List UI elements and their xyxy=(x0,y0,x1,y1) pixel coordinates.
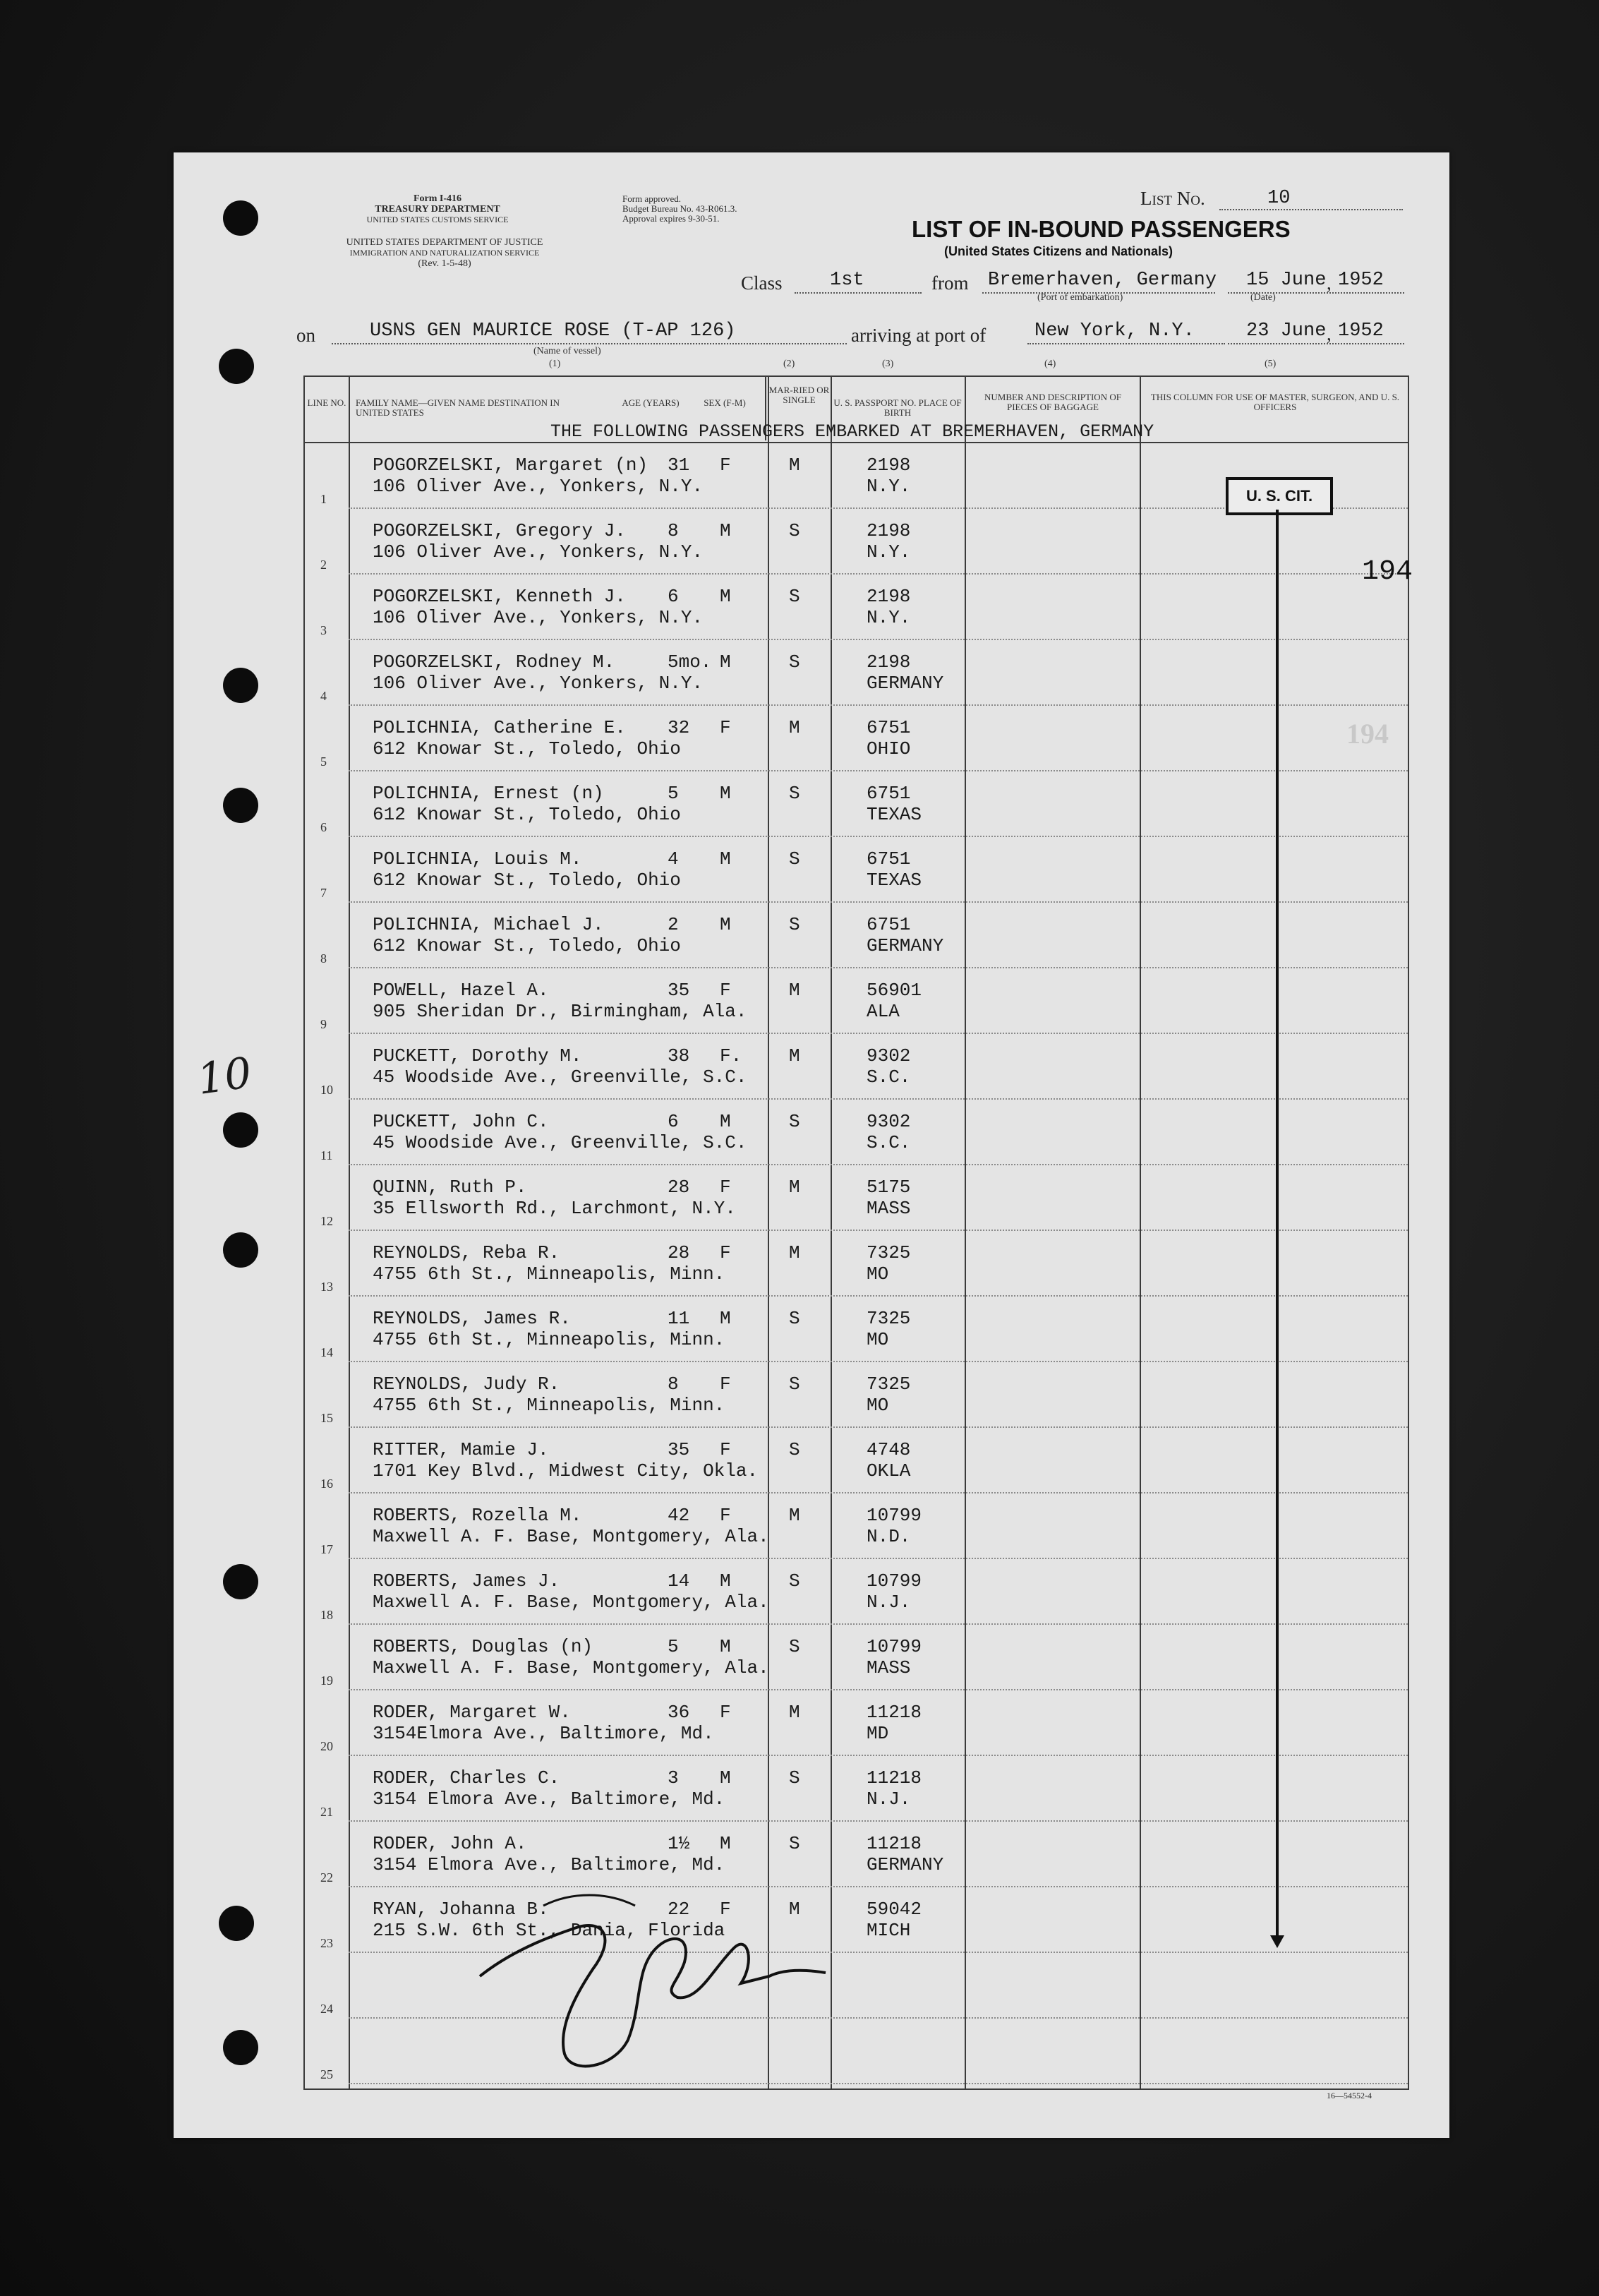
row-line-number: 19 xyxy=(320,1673,333,1688)
passenger-sex: M xyxy=(720,1111,731,1132)
passenger-sex: F xyxy=(720,1374,731,1395)
passenger-name: POGORZELSKI, Rodney M. xyxy=(373,651,615,673)
passenger-destination: 4755 6th St., Minneapolis, Minn. xyxy=(373,1395,725,1416)
row-divider xyxy=(349,1492,1408,1493)
passenger-name: RODER, John A. xyxy=(373,1833,527,1854)
passenger-destination: 4755 6th St., Minneapolis, Minn. xyxy=(373,1263,725,1285)
on-label: on xyxy=(296,325,315,346)
passenger-sex: M xyxy=(720,1308,731,1329)
class-value: 1st xyxy=(830,270,864,291)
passenger-age: 14 xyxy=(668,1570,690,1592)
from-caption: (Port of embarkation) xyxy=(1037,292,1123,303)
passport-number: 56901 xyxy=(867,980,922,1001)
passenger-marital-status: M xyxy=(789,1177,800,1198)
arriving-label: arriving at port of xyxy=(851,325,986,346)
row-divider xyxy=(349,1558,1408,1559)
passenger-sex: M xyxy=(720,914,731,935)
punch-hole xyxy=(223,200,258,236)
passenger-age: 38 xyxy=(668,1045,690,1066)
list-no-underline xyxy=(1219,209,1403,210)
passenger-age: 32 xyxy=(668,717,690,738)
th-officers: THIS COLUMN FOR USE OF MASTER, SURGEON, AND U. S. OFFICERS xyxy=(1150,392,1400,412)
passenger-age: 5 xyxy=(668,783,679,804)
form-subtitle: (United States Citizens and Nationals) xyxy=(944,244,1173,258)
punch-hole xyxy=(223,1112,258,1148)
place-of-birth: GERMANY xyxy=(867,673,944,694)
passenger-age: 35 xyxy=(668,980,690,1001)
passenger-marital-status: S xyxy=(789,586,800,607)
passport-number: 5175 xyxy=(867,1177,911,1198)
date-from-year: 1952 xyxy=(1338,270,1384,291)
passenger-marital-status: M xyxy=(789,1242,800,1263)
passenger-name: PUCKETT, Dorothy M. xyxy=(373,1045,582,1066)
place-of-birth: OHIO xyxy=(867,738,911,759)
passenger-name: ROBERTS, Douglas (n) xyxy=(373,1636,593,1657)
form-title: LIST OF IN-BOUND PASSENGERS xyxy=(912,216,1291,242)
passenger-sex: F xyxy=(720,1899,731,1920)
place-of-birth: N.D. xyxy=(867,1526,911,1547)
passenger-sex: F xyxy=(720,980,731,1001)
passenger-sex: M xyxy=(720,520,731,541)
vessel-underline xyxy=(332,343,847,344)
th-name: FAMILY NAME—GIVEN NAME DESTINATION IN UNITED STATES xyxy=(356,397,560,418)
col-divider xyxy=(831,377,832,2088)
from-label: from xyxy=(931,272,969,294)
passenger-destination: 612 Knowar St., Toledo, Ohio xyxy=(373,870,681,891)
row-divider xyxy=(349,1426,1408,1428)
passenger-age: 35 xyxy=(668,1439,690,1460)
row-line-number: 6 xyxy=(320,820,327,834)
row-line-number: 18 xyxy=(320,1608,333,1622)
passenger-destination: 35 Ellsworth Rd., Larchmont, N.Y. xyxy=(373,1198,736,1219)
passenger-destination: 106 Oliver Ave., Yonkers, N.Y. xyxy=(373,673,704,694)
footer-code: 16—54552-4 xyxy=(1327,2091,1372,2100)
place-of-birth: MASS xyxy=(867,1198,911,1219)
passport-number: 6751 xyxy=(867,717,911,738)
row-line-number: 13 xyxy=(320,1280,333,1294)
passport-number: 10799 xyxy=(867,1505,922,1526)
passenger-destination: 612 Knowar St., Toledo, Ohio xyxy=(373,738,681,759)
passport-number: 6751 xyxy=(867,783,911,804)
passenger-sex: M xyxy=(720,586,731,607)
date-from: 15 June xyxy=(1246,270,1327,291)
passport-number: 2198 xyxy=(867,651,911,673)
passenger-destination: 106 Oliver Ave., Yonkers, N.Y. xyxy=(373,607,704,628)
passport-number: 9302 xyxy=(867,1111,911,1132)
row-line-number: 1 xyxy=(320,492,327,506)
passenger-destination: Maxwell A. F. Base, Montgomery, Ala. xyxy=(373,1526,769,1547)
row-line-number: 8 xyxy=(320,951,327,966)
passenger-destination: 905 Sheridan Dr., Birmingham, Ala. xyxy=(373,1001,747,1022)
comma: , xyxy=(1327,323,1332,344)
port-underline xyxy=(1027,343,1225,344)
place-of-birth: TEXAS xyxy=(867,804,922,825)
passenger-marital-status: S xyxy=(789,520,800,541)
list-no-value: 10 xyxy=(1267,188,1291,209)
place-of-birth: N.J. xyxy=(867,1789,911,1810)
passport-number: 10799 xyxy=(867,1636,922,1657)
passenger-marital-status: M xyxy=(789,717,800,738)
passenger-name: REYNOLDS, Reba R. xyxy=(373,1242,560,1263)
row-line-number: 20 xyxy=(320,1739,333,1753)
col-num-4: (4) xyxy=(1044,359,1056,369)
row-line-number: 10 xyxy=(320,1083,333,1097)
row-divider xyxy=(349,770,1408,771)
us-citizen-stamp: U. S. CIT. xyxy=(1226,477,1333,515)
date-arrival-underline xyxy=(1228,343,1404,344)
th-sex: SEX (F-M) xyxy=(704,397,746,408)
passenger-name: REYNOLDS, Judy R. xyxy=(373,1374,560,1395)
place-of-birth: S.C. xyxy=(867,1132,911,1153)
passenger-name: QUINN, Ruth P. xyxy=(373,1177,527,1198)
row-divider xyxy=(349,1755,1408,1756)
place-of-birth: N.Y. xyxy=(867,476,911,497)
passenger-marital-status: S xyxy=(789,651,800,673)
row-divider xyxy=(349,1820,1408,1822)
passport-number: 2198 xyxy=(867,520,911,541)
place-of-birth: MO xyxy=(867,1263,889,1285)
place-of-birth: N.J. xyxy=(867,1592,911,1613)
passenger-table xyxy=(303,375,1409,2090)
row-line-number: 9 xyxy=(320,1017,327,1031)
passenger-sex: F xyxy=(720,1702,731,1723)
row-line-number: 3 xyxy=(320,623,327,637)
passenger-age: 1½ xyxy=(668,1833,690,1854)
punch-hole xyxy=(223,2030,258,2065)
passenger-destination: Maxwell A. F. Base, Montgomery, Ala. xyxy=(373,1657,769,1678)
vessel-caption: (Name of vessel) xyxy=(533,346,601,356)
passenger-age: 28 xyxy=(668,1177,690,1198)
passport-number: 6751 xyxy=(867,914,911,935)
passenger-marital-status: S xyxy=(789,1833,800,1854)
arrival-port: New York, N.Y. xyxy=(1034,320,1195,342)
passenger-name: RODER, Charles C. xyxy=(373,1767,560,1789)
passenger-name: ROBERTS, Rozella M. xyxy=(373,1505,582,1526)
passport-number: 59042 xyxy=(867,1899,922,1920)
passenger-marital-status: M xyxy=(789,1045,800,1066)
passenger-marital-status: S xyxy=(789,1439,800,1460)
row-line-number: 4 xyxy=(320,689,327,703)
passenger-sex: M xyxy=(720,1833,731,1854)
passenger-destination: 45 Woodside Ave., Greenville, S.C. xyxy=(373,1066,747,1088)
passenger-name: POLICHNIA, Michael J. xyxy=(373,914,604,935)
row-line-number: 15 xyxy=(320,1411,333,1425)
row-divider xyxy=(349,1033,1408,1034)
passenger-sex: F xyxy=(720,1177,731,1198)
passport-number: 7325 xyxy=(867,1374,911,1395)
row-divider xyxy=(349,639,1408,640)
passenger-sex: M xyxy=(720,783,731,804)
place-of-birth: S.C. xyxy=(867,1066,911,1088)
passenger-sex: M xyxy=(720,1570,731,1592)
vessel-name: USNS GEN MAURICE ROSE (T-AP 126) xyxy=(370,320,736,342)
row-line-number: 16 xyxy=(320,1477,333,1491)
row-line-number: 23 xyxy=(320,1936,333,1950)
passenger-destination: 106 Oliver Ave., Yonkers, N.Y. xyxy=(373,541,704,563)
page-number: 194 xyxy=(1362,556,1413,588)
passenger-destination: 612 Knowar St., Toledo, Ohio xyxy=(373,804,681,825)
passport-number: 11218 xyxy=(867,1833,922,1854)
passport-number: 11218 xyxy=(867,1767,922,1789)
passenger-age: 5mo. xyxy=(668,651,712,673)
passenger-name: POGORZELSKI, Kenneth J. xyxy=(373,586,626,607)
col-divider xyxy=(349,377,350,2088)
th-age: AGE (YEARS) xyxy=(622,397,680,408)
row-line-number: 5 xyxy=(320,755,327,769)
passenger-destination: 3154Elmora Ave., Baltimore, Md. xyxy=(373,1723,714,1744)
row-divider xyxy=(349,704,1408,706)
passenger-marital-status: S xyxy=(789,848,800,870)
passport-number: 2198 xyxy=(867,586,911,607)
passport-number: 7325 xyxy=(867,1242,911,1263)
place-of-birth: MO xyxy=(867,1329,889,1350)
place-of-birth: TEXAS xyxy=(867,870,922,891)
passenger-destination: 106 Oliver Ave., Yonkers, N.Y. xyxy=(373,476,704,497)
passenger-marital-status: S xyxy=(789,1374,800,1395)
passenger-destination: 45 Woodside Ave., Greenville, S.C. xyxy=(373,1132,747,1153)
passenger-marital-status: S xyxy=(789,1767,800,1789)
passenger-sex: F xyxy=(720,1439,731,1460)
passenger-marital-status: S xyxy=(789,783,800,804)
handwritten-margin-note: 10 xyxy=(194,1048,255,1105)
passenger-name: POGORZELSKI, Margaret (n) xyxy=(373,455,648,476)
punch-hole xyxy=(219,1906,254,1941)
passenger-destination: 1701 Key Blvd., Midwest City, Okla. xyxy=(373,1460,759,1481)
row-divider xyxy=(349,1098,1408,1100)
row-divider xyxy=(349,1689,1408,1690)
passenger-destination: 3154 Elmora Ave., Baltimore, Md. xyxy=(373,1854,725,1875)
passenger-name: POGORZELSKI, Gregory J. xyxy=(373,520,626,541)
passenger-age: 42 xyxy=(668,1505,690,1526)
passport-number: 7325 xyxy=(867,1308,911,1329)
passenger-destination: 612 Knowar St., Toledo, Ohio xyxy=(373,935,681,956)
row-divider xyxy=(349,1623,1408,1625)
passport-number: 10799 xyxy=(867,1570,922,1592)
place-of-birth: MASS xyxy=(867,1657,911,1678)
dept-treasury: TREASURY DEPARTMENT xyxy=(375,204,500,215)
passport-number: 11218 xyxy=(867,1702,922,1723)
row-line-number: 11 xyxy=(320,1148,333,1162)
passport-number: 4748 xyxy=(867,1439,911,1460)
place-of-birth: GERMANY xyxy=(867,1854,944,1875)
th-baggage: NUMBER AND DESCRIPTION OF PIECES OF BAGGAGE xyxy=(984,392,1121,412)
row-divider xyxy=(349,1230,1408,1231)
passenger-age: 31 xyxy=(668,455,690,476)
passenger-age: 5 xyxy=(668,1636,679,1657)
passenger-sex: M xyxy=(720,651,731,673)
stamp-arrow-head xyxy=(1270,1935,1284,1948)
place-of-birth: MO xyxy=(867,1395,889,1416)
passenger-age: 2 xyxy=(668,914,679,935)
class-underline xyxy=(795,292,922,294)
date-arrival-year: 1952 xyxy=(1338,320,1384,342)
passenger-age: 3 xyxy=(668,1767,679,1789)
approval-line-1: Form approved. xyxy=(622,193,682,204)
row-line-number: 2 xyxy=(320,558,327,572)
col-num-3: (3) xyxy=(882,359,894,369)
passenger-age: 11 xyxy=(668,1308,690,1329)
dept-justice: UNITED STATES DEPARTMENT OF JUSTICE xyxy=(346,237,543,248)
th-passport: U. S. PASSPORT NO. PLACE OF BIRTH xyxy=(833,397,962,418)
passport-number: 2198 xyxy=(867,455,911,476)
passenger-name: RODER, Margaret W. xyxy=(373,1702,571,1723)
passenger-sex: M xyxy=(720,1636,731,1657)
passenger-marital-status: M xyxy=(789,1505,800,1526)
bleed-through-number: 194 xyxy=(1346,718,1389,750)
row-divider xyxy=(349,1295,1408,1297)
punch-hole xyxy=(223,1232,258,1268)
punch-hole xyxy=(223,1564,258,1599)
col-divider xyxy=(768,377,769,2088)
list-no-label: List No. xyxy=(1140,188,1205,209)
handwritten-signature xyxy=(473,1863,840,2096)
col-divider xyxy=(1140,377,1141,2088)
passenger-name: POLICHNIA, Louis M. xyxy=(373,848,582,870)
place-of-birth: OKLA xyxy=(867,1460,911,1481)
row-line-number: 12 xyxy=(320,1214,333,1228)
passenger-age: 22 xyxy=(668,1899,690,1920)
row-line-number: 14 xyxy=(320,1345,333,1359)
row-divider xyxy=(349,1361,1408,1362)
passenger-age: 36 xyxy=(668,1702,690,1723)
row-divider xyxy=(349,573,1408,575)
passenger-age: 4 xyxy=(668,848,679,870)
date-arrival: 23 June xyxy=(1246,320,1327,342)
passenger-marital-status: S xyxy=(789,1308,800,1329)
passenger-destination: 4755 6th St., Minneapolis, Minn. xyxy=(373,1329,725,1350)
comma: , xyxy=(1327,272,1332,294)
passenger-name: POLICHNIA, Ernest (n) xyxy=(373,783,604,804)
passenger-marital-status: M xyxy=(789,1702,800,1723)
punch-hole xyxy=(223,788,258,823)
th-line-no: LINE NO. xyxy=(307,397,346,408)
passenger-name: ROBERTS, James J. xyxy=(373,1570,560,1592)
place-of-birth: MICH xyxy=(867,1920,911,1941)
passenger-age: 6 xyxy=(668,586,679,607)
passport-number: 6751 xyxy=(867,848,911,870)
place-of-birth: GERMANY xyxy=(867,935,944,956)
row-divider xyxy=(349,836,1408,837)
passenger-sex: F xyxy=(720,1505,731,1526)
approval-line-2: Budget Bureau No. 43-R061.3. xyxy=(622,203,737,214)
punch-hole xyxy=(219,349,254,384)
passenger-marital-status: M xyxy=(789,1899,800,1920)
from-value: Bremerhaven, Germany xyxy=(988,270,1217,291)
passport-number: 9302 xyxy=(867,1045,911,1066)
passenger-sex: M xyxy=(720,848,731,870)
passenger-name: RYAN, Johanna B. xyxy=(373,1899,549,1920)
form-number: Form I-416 xyxy=(413,193,462,204)
date-from-caption: (Date) xyxy=(1250,292,1276,303)
class-label: Class xyxy=(741,272,783,294)
passenger-marital-status: M xyxy=(789,455,800,476)
approval-line-3: Approval expires 9-30-51. xyxy=(622,213,720,224)
passenger-destination: Maxwell A. F. Base, Montgomery, Ala. xyxy=(373,1592,769,1613)
passenger-destination: 215 S.W. 6th St., Dania, Florida xyxy=(373,1920,725,1941)
revision-date: (Rev. 1-5-48) xyxy=(418,258,471,269)
place-of-birth: ALA xyxy=(867,1001,900,1022)
passenger-marital-status: S xyxy=(789,1111,800,1132)
passenger-name: POWELL, Hazel A. xyxy=(373,980,549,1001)
place-of-birth: N.Y. xyxy=(867,607,911,628)
passenger-marital-status: M xyxy=(789,980,800,1001)
passenger-sex: M xyxy=(720,1767,731,1789)
col-divider xyxy=(965,377,966,2088)
row-line-number: 21 xyxy=(320,1805,333,1819)
passenger-marital-status: S xyxy=(789,1636,800,1657)
passenger-marital-status: S xyxy=(789,1570,800,1592)
passenger-sex: F. xyxy=(720,1045,742,1066)
embark-note: THE FOLLOWING PASSENGERS EMBARKED AT BREMERHAVEN, GERMANY xyxy=(550,421,1154,442)
col-num-2: (2) xyxy=(783,359,795,369)
place-of-birth: N.Y. xyxy=(867,541,911,563)
row-line-number: 7 xyxy=(320,886,327,900)
passenger-age: 28 xyxy=(668,1242,690,1263)
passenger-name: POLICHNIA, Catherine E. xyxy=(373,717,626,738)
row-divider xyxy=(349,1164,1408,1165)
row-divider xyxy=(349,967,1408,968)
row-line-number: 22 xyxy=(320,1870,333,1885)
passenger-age: 6 xyxy=(668,1111,679,1132)
row-line-number: 24 xyxy=(320,2002,333,2016)
dept-customs: UNITED STATES CUSTOMS SERVICE xyxy=(366,215,509,224)
punch-hole xyxy=(223,668,258,703)
passenger-sex: F xyxy=(720,717,731,738)
col-num-5: (5) xyxy=(1265,359,1277,369)
th-married: MAR-RIED OR SINGLE xyxy=(768,385,830,405)
row-line-number: 25 xyxy=(320,2067,333,2081)
stamp-arrow-line xyxy=(1276,510,1279,1942)
col-num-1: (1) xyxy=(549,359,561,369)
passenger-name: REYNOLDS, James R. xyxy=(373,1308,571,1329)
place-of-birth: MD xyxy=(867,1723,889,1744)
row-divider xyxy=(349,901,1408,903)
row-line-number: 17 xyxy=(320,1542,333,1556)
passenger-marital-status: S xyxy=(789,914,800,935)
passenger-age: 8 xyxy=(668,520,679,541)
passenger-sex: F xyxy=(720,1242,731,1263)
passenger-age: 8 xyxy=(668,1374,679,1395)
passenger-sex: F xyxy=(720,455,731,476)
passenger-name: PUCKETT, John C. xyxy=(373,1111,549,1132)
dept-ins: IMMIGRATION AND NATURALIZATION SERVICE xyxy=(349,248,540,258)
passenger-name: RITTER, Mamie J. xyxy=(373,1439,549,1460)
passenger-destination: 3154 Elmora Ave., Baltimore, Md. xyxy=(373,1789,725,1810)
